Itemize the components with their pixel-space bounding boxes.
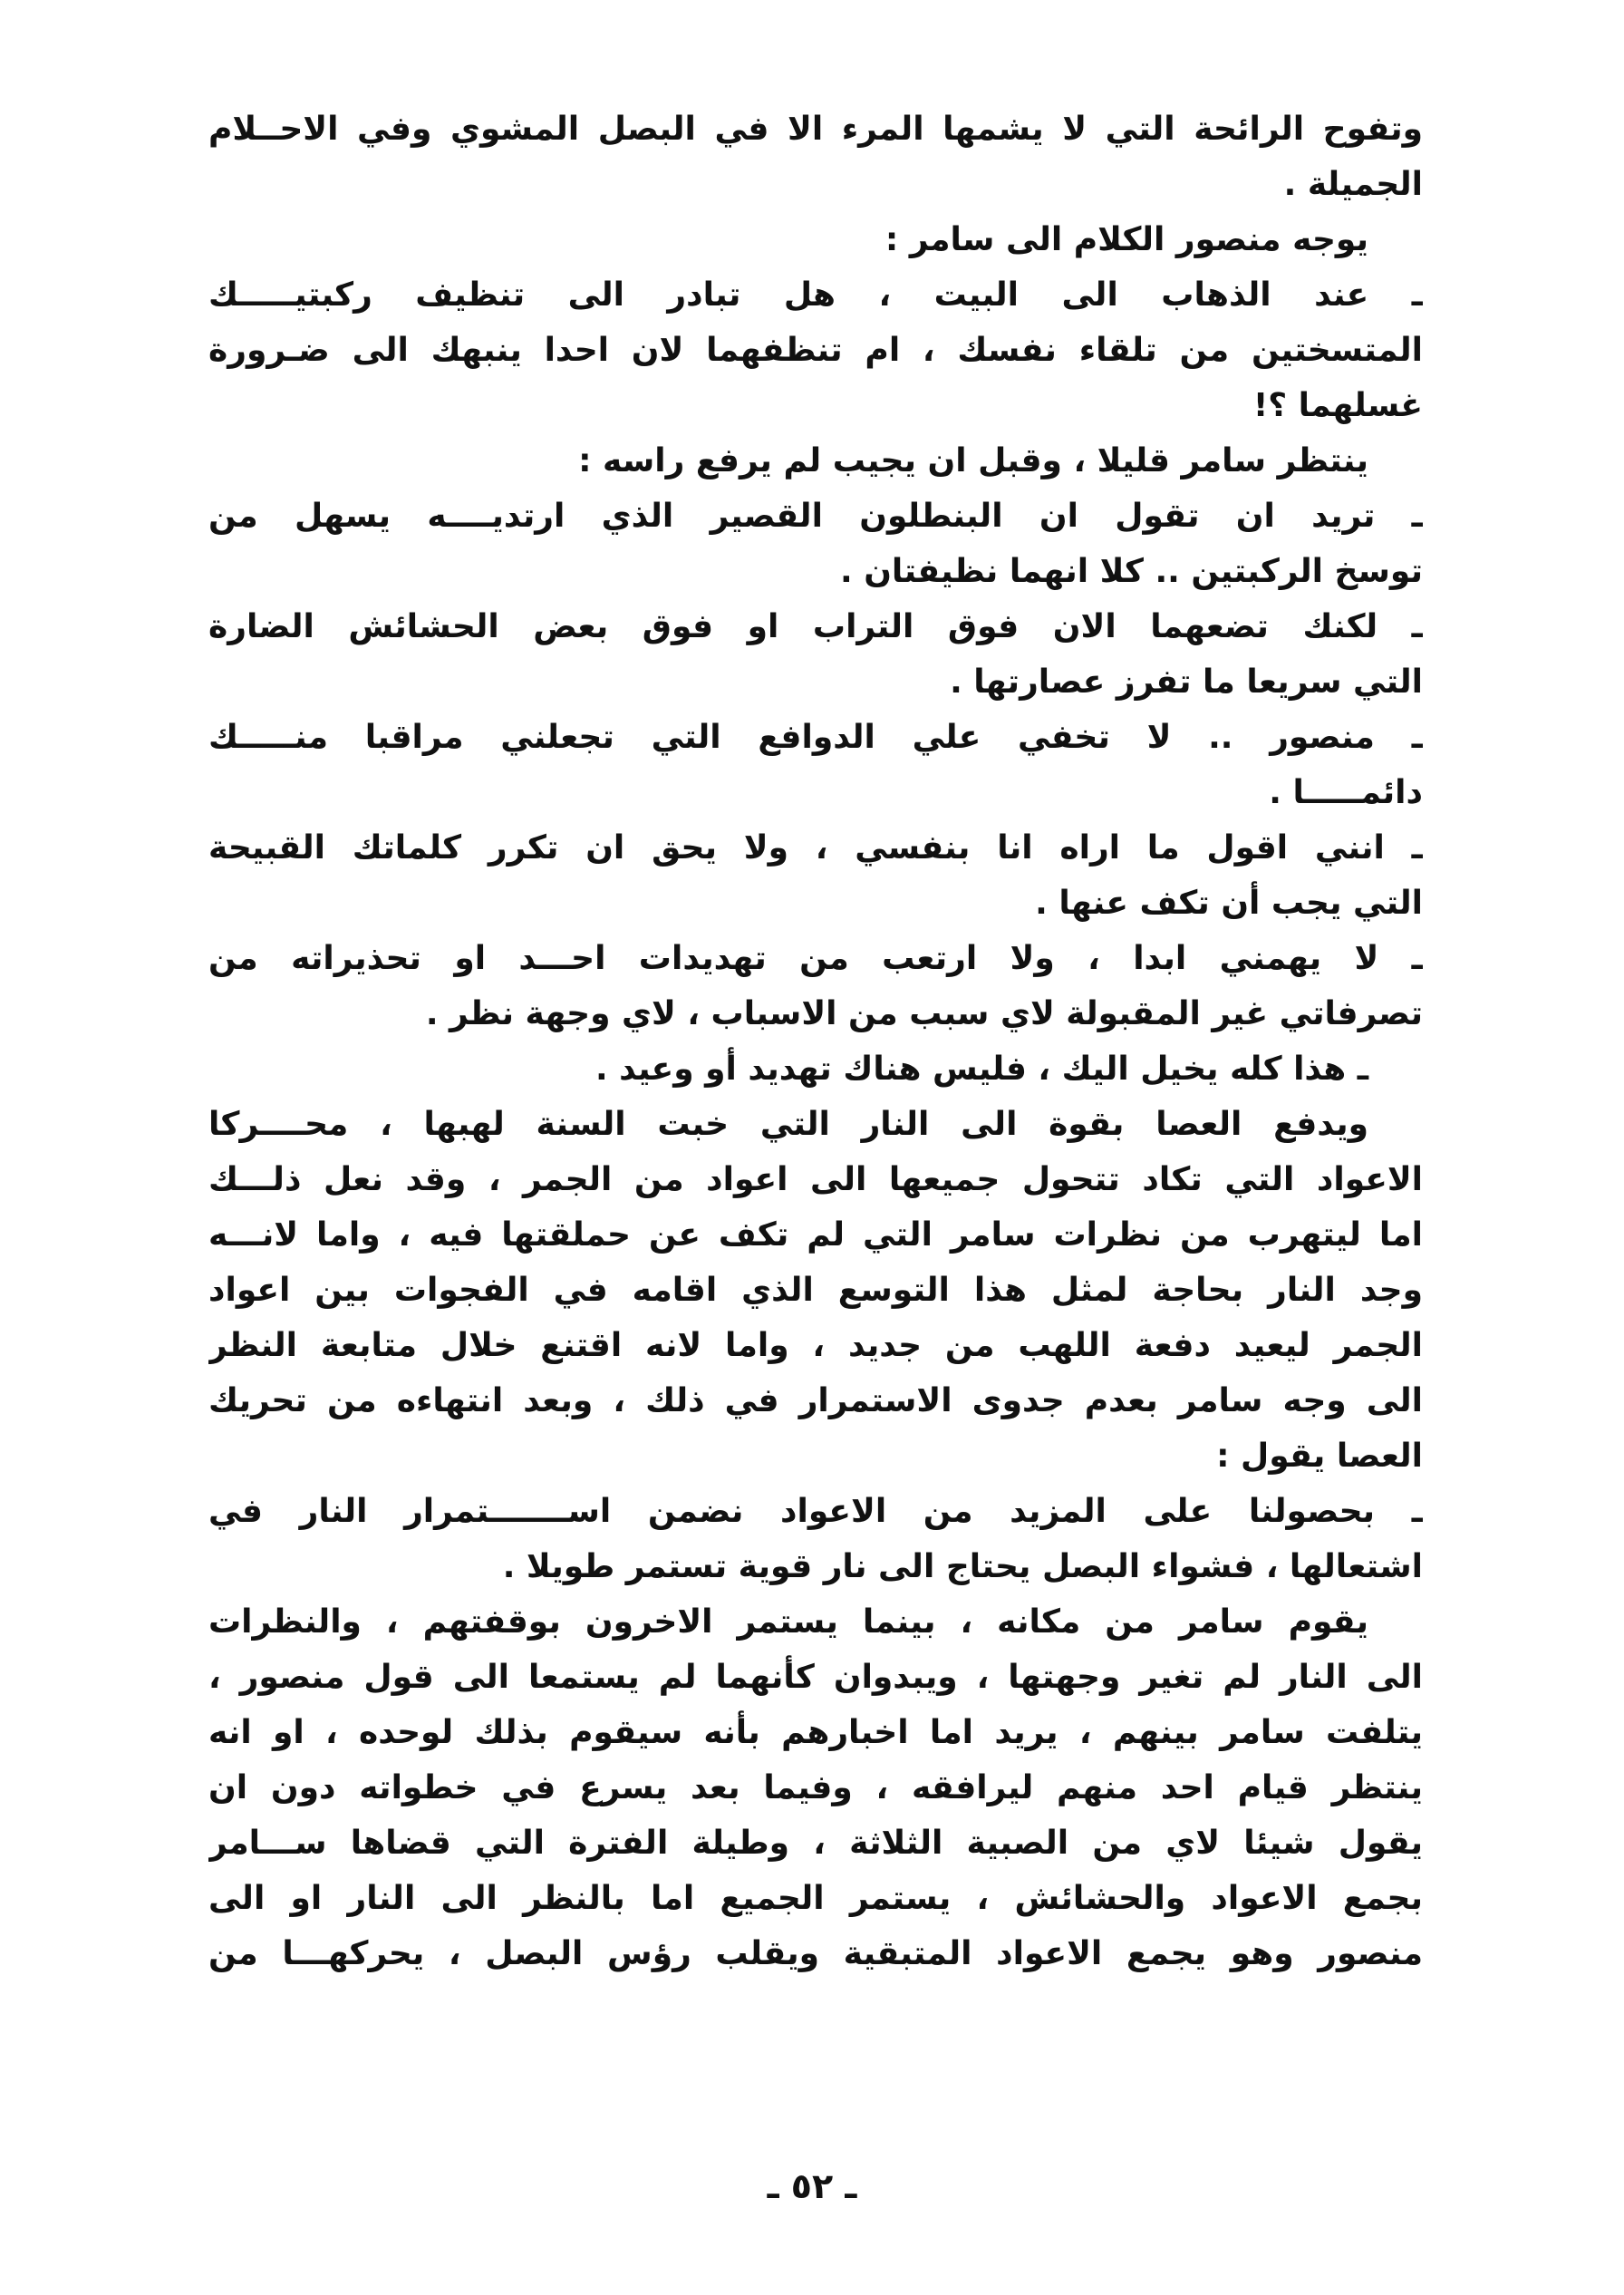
page-body bbox=[208, 102, 1423, 1981]
text-line: المتسختين من تلقاء نفسك ، ام تنظفهما لان احدا ينبهك الى ضـرورة bbox=[208, 332, 1423, 369]
text-line: ـ تريد ان تقول ان البنطلون القصير الذي ارتديــــه يسهل من bbox=[208, 498, 1423, 535]
text-line: التي يجب أن تكف عنها . bbox=[1035, 885, 1423, 922]
text-line: غسلهما ؟! bbox=[1252, 387, 1423, 424]
text-line: ينتظر قيام احد منهم ليرافقه ، وفيما بعد يسرع في خطواته دون ان bbox=[208, 1769, 1423, 1806]
text-line: يوجه منصور الكلام الى سامر : bbox=[884, 221, 1368, 258]
text-line: منصور وهو يجمع الاعواد المتبقية ويقلب رؤس البصل ، يحركهـــا من bbox=[208, 1935, 1423, 1972]
text-line: اشتعالها ، فشواء البصل يحتاج الى نار قوية تستمر طويلا . bbox=[502, 1548, 1423, 1585]
text-line: ـ بحصولنا على المزيد من الاعواد نضمن اســـــــتمرار النار في bbox=[208, 1493, 1423, 1530]
text-line: الجمر ليعيد دفعة اللهب من جديد ، واما لانه اقتنع خلال متابعة النظر bbox=[208, 1327, 1423, 1364]
text-line: وجد النار بحاجة لمثل هذا التوسع الذي اقامه في الفجوات بين اعواد bbox=[208, 1272, 1423, 1309]
text-line: ـ انني اقول ما اراه انا بنفسي ، ولا يحق ان تكرر كلماتك القبيحة bbox=[208, 829, 1423, 867]
text-line: ـ لا يهمني ابدا ، ولا ارتعب من تهديدات احـــد او تحذيراته من bbox=[208, 940, 1423, 977]
text-line: يقول شيئا لاي من الصبية الثلاثة ، وطيلة الفترة التي قضاها ســـامر bbox=[208, 1825, 1423, 1862]
page-number: ـ ٥٢ ـ bbox=[767, 2166, 857, 2206]
text-line: يتلفت سامر بينهم ، يريد اما اخبارهم بأنه سيقوم بذلك لوحده ، او انه bbox=[208, 1714, 1423, 1751]
text-line: الى النار لم تغير وجهتها ، ويبدوان كأنهما لم يستمعا الى قول منصور ، bbox=[208, 1659, 1423, 1696]
text-line: دائمـــــا . bbox=[1269, 774, 1423, 811]
text-line: ـ منصور .. لا تخفي علي الدوافع التي تجعلني مراقبا منـــــك bbox=[208, 719, 1423, 756]
text-line: التي سريعا ما تفرز عصارتها . bbox=[950, 663, 1423, 701]
text-line: بجمع الاعواد والحشائش ، يستمر الجميع اما بالنظر الى النار او الى bbox=[208, 1880, 1423, 1917]
text-line: العصا يقول : bbox=[1216, 1438, 1423, 1475]
text-line: ينتظر سامر قليلا ، وقبل ان يجيب لم يرفع راسه : bbox=[578, 442, 1368, 479]
text-line: ـ لكنك تضعهما الان فوق التراب او فوق بعض الحشائش الضارة bbox=[208, 608, 1423, 645]
text-line: تصرفاتي غير المقبولة لاي سبب من الاسباب ، لاي وجهة نظر . bbox=[425, 995, 1423, 1032]
text-line: ويدفع العصا بقوة الى النار التي خبت السنة لهبها ، محــــركا bbox=[208, 1106, 1368, 1143]
text-line: الاعواد التي تكاد تتحول جميعها الى اعواد من الجمر ، وقد نعل ذلـــك bbox=[208, 1161, 1423, 1198]
text-line: اما ليتهرب من نظرات سامر التي لم تكف عن حملقتها فيه ، واما لانـــه bbox=[208, 1216, 1423, 1254]
text-line: توسخ الركبتين .. كلا انهما نظيفتان . bbox=[839, 553, 1423, 590]
text-line: ـ عند الذهاب الى البيت ، هل تبادر الى تنظيف ركبتيـــــك bbox=[208, 276, 1423, 314]
text-line: ـ هذا كله يخيل اليك ، فليس هناك تهديد أو وعيد . bbox=[594, 1051, 1368, 1088]
text-line: يقوم سامر من مكانه ، بينما يستمر الاخرون بوقفتهم ، والنظرات bbox=[208, 1603, 1368, 1641]
text-line: وتفوح الرائحة التي لا يشمها المرء الا في البصل المشوي وفي الاحــلام bbox=[208, 111, 1423, 148]
text-line: الجميلة . bbox=[1283, 166, 1423, 203]
text-line: الى وجه سامر بعدم جدوى الاستمرار في ذلك ، وبعد انتهاءه من تحريك bbox=[208, 1382, 1423, 1419]
